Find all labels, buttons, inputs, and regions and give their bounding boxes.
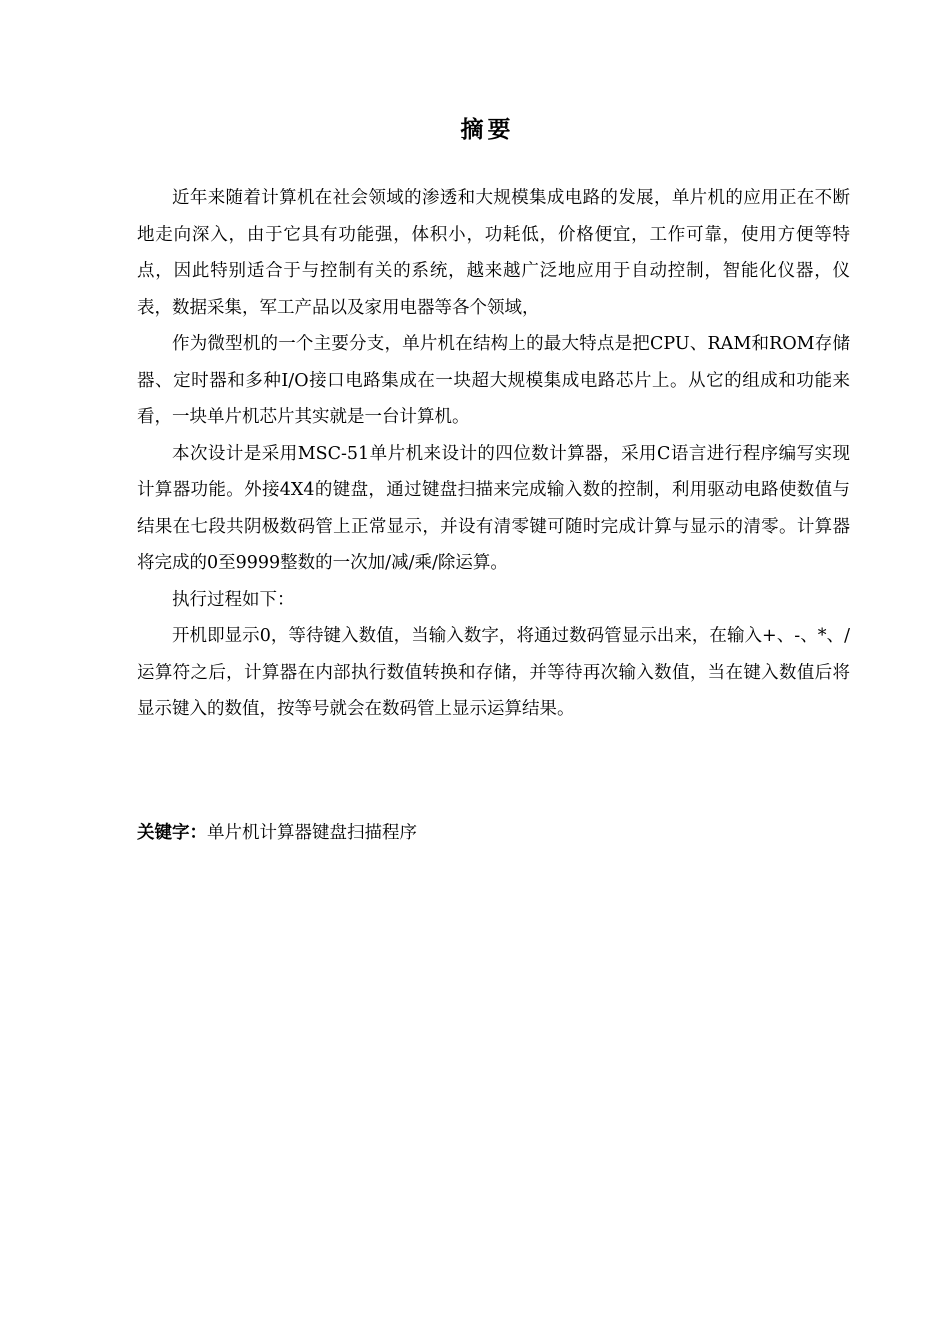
keywords-line — [137, 817, 850, 849]
paragraph-3: 本次设计是采用MSC-51单片机来设计的四位数计算器，采用C语言进行程序编写实现计算器功能。外接4X4的键盘，通过键盘扫描来完成输入数的控制，利用驱动电路使数值与结果在七段共阴极数码管上正常显示，并设有清零键可随时完成计算与显示的清零。计算器将完成的0至9999整数的一次加/减/乘/除运算。 — [137, 443, 850, 573]
abstract-body — [137, 180, 850, 728]
keywords-label: 关键字： — [137, 823, 207, 843]
paragraph-1: 近年来随着计算机在社会领域的渗透和大规模集成电路的发展，单片机的应用正在不断地走向深入，由于它具有功能强，体积小，功耗低，价格便宜，工作可靠，使用方便等特点，因此特别适合于与控制有关的系统，越来越广泛地应用于自动控制，智能化仪器，仪表，数据采集，军工产品以及家用电器等各个领域， — [137, 188, 850, 318]
paragraph-4: 执行过程如下： — [172, 589, 295, 610]
paragraph-2: 作为微型机的一个主要分支，单片机在结构上的最大特点是把CPU、RAM和ROM存储器、定时器和多种I/O接口电路集成在一块超大规模集成电路芯片上。从它的组成和功能来看，一块单片机芯片其实就是一台计算机。 — [137, 334, 850, 427]
paragraph-5: 开机即显示0，等待键入数值，当输入数字，将通过数码管显示出来，在输入+、-、*、/运算符之后，计算器在内部执行数值转换和存储，并等待再次输入数值，当在键入数值后将显示键入的数值，按等号就会在数码管上显示运算结果。 — [137, 626, 850, 719]
keywords-value: 单片机计算器键盘扫描程序 — [207, 823, 417, 843]
abstract-title: 摘要 — [460, 117, 515, 143]
